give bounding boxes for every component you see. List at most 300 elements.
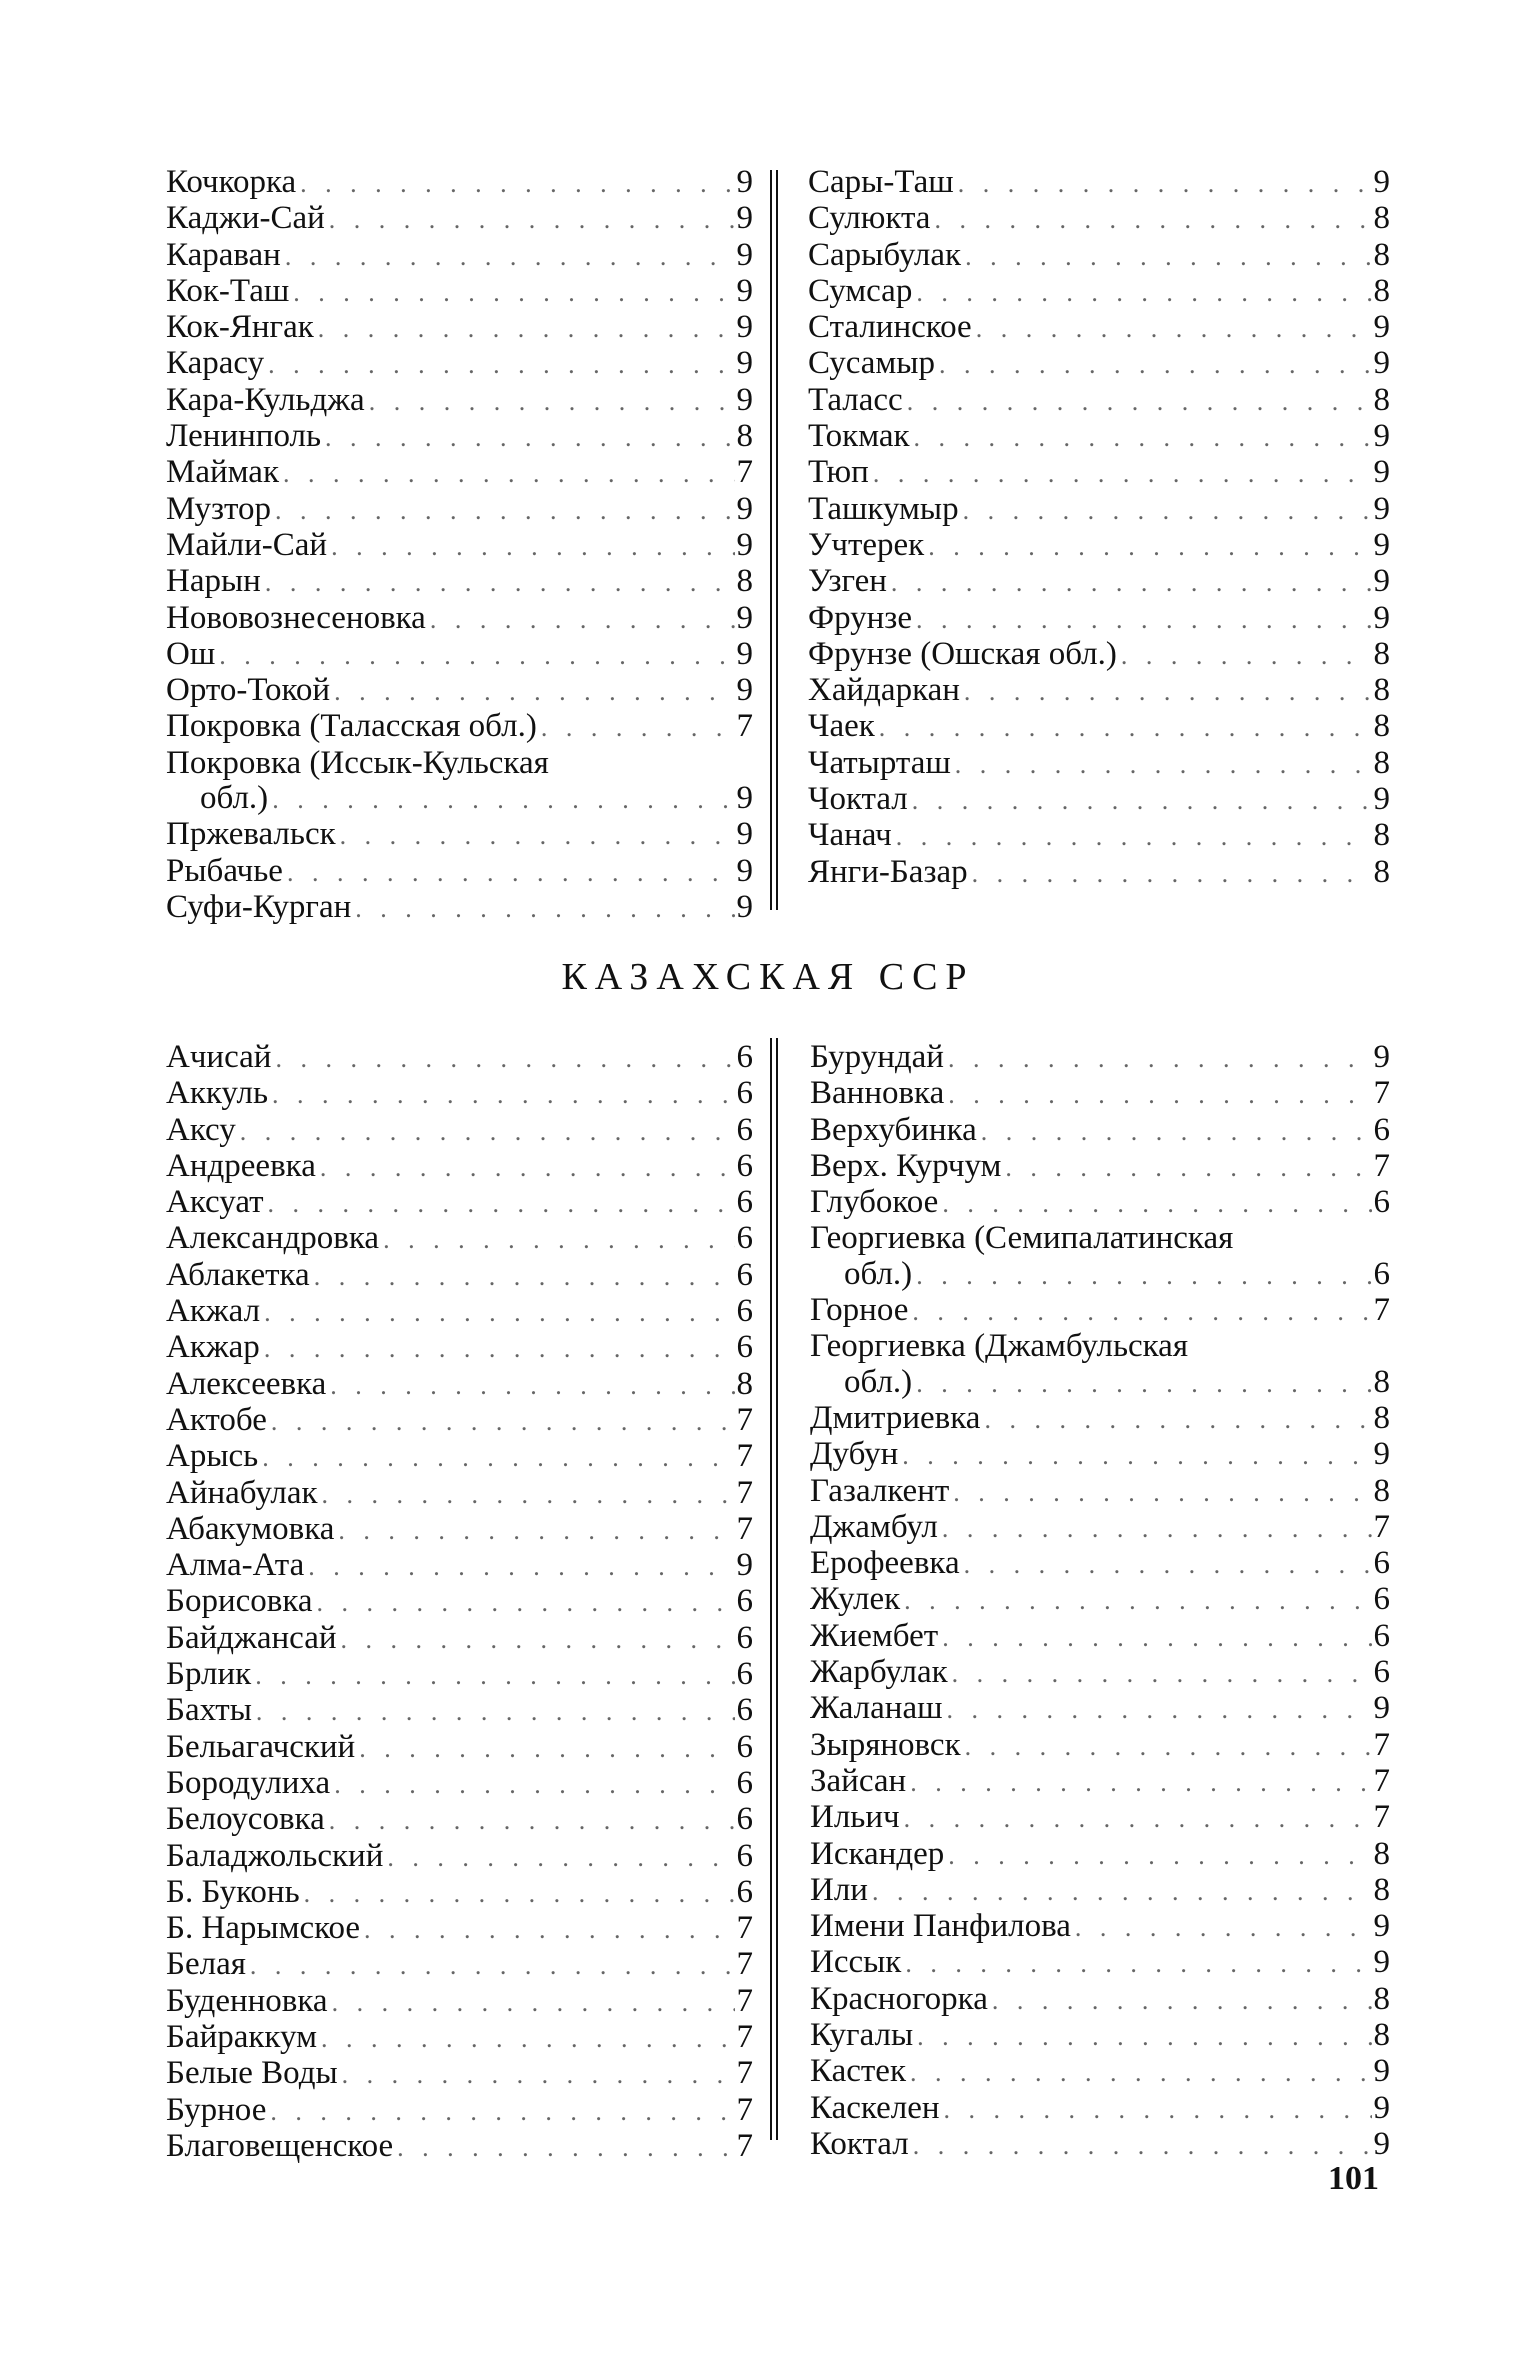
entry-name: Сарыбулак xyxy=(808,236,962,273)
entry-name: Акжар xyxy=(166,1329,260,1366)
entry-name: Рыбачье xyxy=(166,852,283,889)
entry-name: Бурное xyxy=(166,2091,267,2128)
entry-value: 6 xyxy=(736,1329,753,1366)
index-entry xyxy=(808,782,1390,818)
entry-name: Жаланаш xyxy=(810,1690,943,1727)
entry-value: 8 xyxy=(1373,744,1390,781)
index-entry xyxy=(166,310,753,346)
index-entry xyxy=(810,1800,1390,1836)
entry-value: 9 xyxy=(1373,781,1390,818)
index-entry xyxy=(810,1329,1390,1401)
dot-leader xyxy=(960,1547,1372,1582)
entry-value: 6 xyxy=(736,1656,753,1693)
entry-value: 6 xyxy=(1373,1581,1390,1618)
entry-name: Покровка (Таласская обл.) xyxy=(166,708,537,745)
index-entry xyxy=(808,346,1390,382)
entry-name: Актобе xyxy=(166,1401,267,1438)
index-entry xyxy=(166,601,753,637)
entry-name: Имени Панфилова xyxy=(810,1908,1071,1945)
entry-name: Алексеевка xyxy=(166,1365,327,1402)
index-entry xyxy=(810,2018,1390,2054)
index-entry xyxy=(810,1873,1390,1909)
entry-name: Пржевальск xyxy=(166,816,336,853)
entry-name: Хайдаркан xyxy=(808,672,960,709)
dot-leader xyxy=(944,1041,1372,1076)
entry-value: 7 xyxy=(736,454,753,491)
entry-value: 9 xyxy=(736,1547,753,1584)
index-entry xyxy=(166,1512,753,1548)
entry-name: Б. Буконь xyxy=(166,1873,300,1910)
kazakh-right-column xyxy=(810,1040,1390,2163)
index-entry xyxy=(808,455,1390,491)
index-entry xyxy=(166,1657,753,1693)
index-entry xyxy=(810,1040,1390,1076)
index-entry xyxy=(166,1802,753,1838)
dot-leader xyxy=(236,1114,735,1149)
dot-leader xyxy=(938,1186,1372,1221)
dot-leader xyxy=(909,2128,1372,2163)
entry-name: Ильич xyxy=(810,1799,900,1836)
dot-leader xyxy=(260,1295,735,1330)
index-entry xyxy=(166,2129,753,2165)
index-entry xyxy=(166,1476,753,1512)
entry-name: Токмак xyxy=(808,418,910,455)
entry-value: 6 xyxy=(736,1619,753,1656)
dot-leader xyxy=(271,1041,735,1076)
dot-leader xyxy=(968,856,1372,891)
entry-value: 8 xyxy=(736,418,753,455)
dot-leader xyxy=(961,1729,1372,1764)
entry-name: Красногорка xyxy=(810,1980,988,2017)
dot-leader xyxy=(887,565,1372,600)
kazakh-column-divider xyxy=(770,1038,778,2140)
index-entry xyxy=(166,1149,753,1185)
index-entry xyxy=(166,854,753,890)
entry-name: Газалкент xyxy=(810,1472,950,1509)
entry-name: Байраккум xyxy=(166,2019,317,2056)
dot-leader xyxy=(330,674,735,709)
entry-value: 9 xyxy=(736,816,753,853)
entry-value: 7 xyxy=(736,708,753,745)
entry-name: Айнабулак xyxy=(166,1474,318,1511)
dot-leader xyxy=(279,456,735,491)
entry-name: Каджи-Сай xyxy=(166,200,325,237)
dot-leader xyxy=(334,1513,735,1548)
entry-value: 7 xyxy=(736,1401,753,1438)
dot-leader xyxy=(988,1983,1372,2018)
entry-name: Ачисай xyxy=(166,1039,272,1075)
entry-name: Кок-Таш xyxy=(166,272,290,309)
entry-name: Чанач xyxy=(808,817,892,854)
dot-leader xyxy=(908,783,1372,818)
entry-value: 9 xyxy=(736,780,753,817)
index-entry xyxy=(166,1221,753,1257)
index-entry xyxy=(166,165,753,201)
index-entry xyxy=(810,1655,1390,1691)
index-entry xyxy=(166,1258,753,1294)
entry-value: 7 xyxy=(736,2127,753,2164)
dot-leader xyxy=(912,275,1372,310)
entry-value: 6 xyxy=(1373,1654,1390,1691)
entry-value: 9 xyxy=(1373,599,1390,636)
dot-leader xyxy=(875,710,1372,745)
dot-leader xyxy=(252,1694,735,1729)
entry-value: 8 xyxy=(1373,1399,1390,1436)
entry-name: Жиембет xyxy=(810,1617,939,1654)
index-entry xyxy=(810,1221,1390,1293)
dot-leader xyxy=(943,1692,1372,1727)
entry-value: 8 xyxy=(1373,708,1390,745)
entry-name: Верх. Курчум xyxy=(810,1147,1002,1184)
dot-leader xyxy=(327,529,735,564)
entry-value: 9 xyxy=(1373,309,1390,346)
index-entry xyxy=(810,1945,1390,1981)
index-entry xyxy=(810,1474,1390,1510)
entry-name: Аблакетка xyxy=(166,1256,310,1293)
index-entry xyxy=(808,383,1390,419)
index-entry xyxy=(166,1984,753,2020)
index-entry xyxy=(810,1510,1390,1546)
entry-value: 6 xyxy=(736,1583,753,1620)
index-entry xyxy=(166,673,753,709)
dot-leader xyxy=(959,493,1372,528)
entry-value: 6 xyxy=(736,1111,753,1148)
entry-value: 6 xyxy=(736,1039,753,1075)
entry-value: 6 xyxy=(736,1728,753,1765)
entry-value: 7 xyxy=(1373,1508,1390,1545)
dot-leader xyxy=(260,1331,735,1366)
dot-leader xyxy=(360,1912,735,1947)
index-entry xyxy=(166,709,753,745)
index-entry xyxy=(166,1548,753,1584)
dot-leader xyxy=(336,818,735,853)
index-entry xyxy=(166,564,753,600)
index-entry xyxy=(808,564,1390,600)
entry-value: 8 xyxy=(1373,817,1390,854)
index-entry xyxy=(166,1875,753,1911)
dot-leader xyxy=(954,166,1372,201)
entry-name: Иссык xyxy=(810,1944,902,1981)
entry-value: 7 xyxy=(1373,1799,1390,1836)
entry-name: Учтерек xyxy=(808,526,925,563)
entry-value: 6 xyxy=(736,1837,753,1874)
index-entry xyxy=(810,2091,1390,2127)
index-entry xyxy=(808,709,1390,745)
dot-leader xyxy=(325,202,735,237)
entry-name: Белоусовка xyxy=(166,1801,325,1838)
dot-leader xyxy=(289,275,735,310)
dot-leader xyxy=(266,2094,735,2129)
index-entry xyxy=(166,492,753,528)
dot-leader xyxy=(426,602,735,637)
dot-leader xyxy=(901,1946,1372,1981)
section-heading: КАЗАХСКАЯ ССР xyxy=(561,956,975,998)
dot-leader xyxy=(215,638,735,673)
entry-value: 9 xyxy=(1373,454,1390,491)
index-entry xyxy=(808,492,1390,528)
dot-leader xyxy=(906,2055,1372,2090)
index-entry xyxy=(810,1728,1390,1764)
dot-leader xyxy=(330,1767,735,1802)
entry-value: 8 xyxy=(1373,1835,1390,1872)
entry-name: Ванновка xyxy=(810,1075,945,1112)
entry-name: Нарын xyxy=(166,563,261,600)
entry-value: 9 xyxy=(736,599,753,636)
entry-value: 9 xyxy=(736,526,753,563)
entry-value: 9 xyxy=(736,635,753,672)
entry-name: Узген xyxy=(808,563,887,600)
entry-value: 7 xyxy=(736,1438,753,1475)
index-entry xyxy=(808,746,1390,782)
index-entry xyxy=(810,1619,1390,1655)
dot-leader xyxy=(924,529,1372,564)
index-entry xyxy=(166,1947,753,1983)
entry-name: Кара-Кульджа xyxy=(166,381,365,418)
index-entry xyxy=(166,2020,753,2056)
entry-value: 7 xyxy=(736,1946,753,1983)
dot-leader xyxy=(313,1585,735,1620)
entry-value: 8 xyxy=(1373,853,1390,890)
index-entry xyxy=(166,1584,753,1620)
entry-value: 6 xyxy=(736,1075,753,1112)
index-entry xyxy=(808,419,1390,455)
dot-leader xyxy=(283,855,735,890)
dot-leader xyxy=(379,1222,735,1257)
entry-value: 9 xyxy=(1373,1436,1390,1473)
index-entry xyxy=(166,383,753,419)
entry-name: Бельагачский xyxy=(166,1728,356,1765)
dot-leader xyxy=(271,493,735,528)
entry-value: 9 xyxy=(1373,2089,1390,2126)
entry-name: Каскелен xyxy=(810,2089,940,2126)
entry-value: 6 xyxy=(736,1801,753,1838)
entry-name: Б. Нарымское xyxy=(166,1910,361,1947)
entry-name: Фрунзе xyxy=(808,599,912,636)
index-entry xyxy=(166,1113,753,1149)
dot-leader xyxy=(972,311,1372,346)
dot-leader xyxy=(960,674,1372,709)
entry-value: 7 xyxy=(736,2055,753,2092)
entry-name: Нововознесеновка xyxy=(166,599,426,636)
entry-value: 8 xyxy=(1373,200,1390,237)
index-entry xyxy=(166,1693,753,1729)
entry-value: 8 xyxy=(1373,1980,1390,2017)
dot-leader xyxy=(906,1765,1372,1800)
entry-value: 7 xyxy=(1373,1762,1390,1799)
entry-name: Ленинполь xyxy=(166,418,322,455)
entry-name: Благовещенское xyxy=(166,2127,394,2164)
dot-leader xyxy=(296,166,735,201)
entry-name: Брлик xyxy=(166,1656,252,1693)
dot-leader xyxy=(951,747,1372,782)
entry-name: Арысь xyxy=(166,1438,259,1475)
entry-name: Кугалы xyxy=(810,2017,914,2054)
entry-name: Аксу xyxy=(166,1111,236,1148)
entry-value: 9 xyxy=(736,381,753,418)
dot-leader xyxy=(944,1077,1372,1112)
index-entry xyxy=(810,1401,1390,1437)
entry-name: Александровка xyxy=(166,1220,380,1257)
entry-value: 9 xyxy=(1373,563,1390,600)
index-entry xyxy=(808,855,1390,891)
entry-value: 9 xyxy=(1373,1944,1390,1981)
dot-leader xyxy=(261,565,735,600)
dot-leader xyxy=(246,1948,735,1983)
dot-leader xyxy=(268,1077,735,1112)
dot-leader xyxy=(912,1258,1372,1293)
entry-value: 7 xyxy=(1373,1292,1390,1329)
entry-name-continuation: обл.) xyxy=(844,1255,913,1292)
dot-leader xyxy=(913,2019,1372,2054)
index-entry xyxy=(166,817,753,853)
entry-value: 9 xyxy=(736,888,753,925)
entry-name: Чатырташ xyxy=(808,744,951,781)
dot-leader xyxy=(961,239,1372,274)
index-entry xyxy=(166,419,753,455)
entry-name: Акжал xyxy=(166,1293,261,1330)
dot-leader xyxy=(264,1186,735,1221)
entry-value: 6 xyxy=(736,1692,753,1729)
dot-leader xyxy=(264,347,735,382)
entry-value: 9 xyxy=(1373,2125,1390,2162)
kyrgyz-column-divider xyxy=(770,170,778,910)
entry-value: 7 xyxy=(736,2091,753,2128)
dot-leader xyxy=(980,1402,1372,1437)
index-entry xyxy=(166,1185,753,1221)
dot-leader xyxy=(314,311,735,346)
index-entry xyxy=(808,818,1390,854)
index-entry xyxy=(166,1766,753,1802)
index-entry xyxy=(810,1982,1390,2018)
index-entry xyxy=(166,1040,753,1076)
entry-value: 6 xyxy=(1373,1111,1390,1148)
entry-value: 7 xyxy=(736,1474,753,1511)
index-entry xyxy=(808,165,1390,201)
entry-value: 9 xyxy=(736,852,753,889)
dot-leader xyxy=(393,2130,735,2165)
dot-leader xyxy=(892,819,1372,854)
entry-name: Ош xyxy=(166,635,216,672)
dot-leader xyxy=(900,1583,1372,1618)
dot-leader xyxy=(325,1803,735,1838)
entry-name: Музтор xyxy=(166,490,272,527)
entry-value: 8 xyxy=(1373,1472,1390,1509)
entry-name: Сумсар xyxy=(808,272,913,309)
entry-value: 9 xyxy=(736,490,753,527)
index-entry xyxy=(166,1911,753,1947)
dot-leader xyxy=(316,1150,735,1185)
entry-name: Коктал xyxy=(810,2125,909,2162)
index-entry xyxy=(810,1691,1390,1727)
entry-value: 7 xyxy=(1373,1726,1390,1763)
index-entry xyxy=(166,201,753,237)
entry-name: Тюп xyxy=(808,454,869,491)
entry-name: Кастек xyxy=(810,2053,906,2090)
entry-name-continuation: обл.) xyxy=(200,780,269,817)
dot-leader xyxy=(1001,1150,1372,1185)
entry-value: 6 xyxy=(736,1256,753,1293)
dot-leader xyxy=(869,456,1372,491)
index-entry xyxy=(808,274,1390,310)
dot-leader xyxy=(935,347,1372,382)
index-entry xyxy=(810,1149,1390,1185)
entry-value: 6 xyxy=(736,1184,753,1221)
entry-name: Жарбулак xyxy=(810,1654,948,1691)
entry-value: 8 xyxy=(1373,2017,1390,2054)
dot-leader xyxy=(310,1259,735,1294)
index-entry xyxy=(166,2093,753,2129)
entry-value: 6 xyxy=(736,1873,753,1910)
entry-name: Зыряновск xyxy=(810,1726,961,1763)
dot-leader xyxy=(267,1404,735,1439)
dot-leader xyxy=(351,891,735,926)
entry-value: 6 xyxy=(736,1147,753,1184)
entry-name: Чаек xyxy=(808,708,875,745)
entry-name: Таласс xyxy=(808,381,903,418)
index-entry xyxy=(166,1439,753,1475)
entry-name: Фрунзе (Ошская обл.) xyxy=(808,635,1117,672)
entry-name: Георгиевка (Джамбульская xyxy=(810,1328,1189,1365)
index-entry xyxy=(166,1367,753,1403)
entry-value: 7 xyxy=(1373,1075,1390,1112)
entry-name: Караван xyxy=(166,236,281,273)
entry-value: 6 xyxy=(1373,1184,1390,1221)
dot-leader xyxy=(365,384,735,419)
dot-leader xyxy=(908,1294,1372,1329)
entry-name: Байджансай xyxy=(166,1619,337,1656)
entry-name: Сусамыр xyxy=(808,345,935,382)
dot-leader xyxy=(355,1731,735,1766)
entry-value: 9 xyxy=(736,272,753,309)
index-entry xyxy=(166,455,753,491)
kazakh-left-column xyxy=(166,1040,753,2165)
index-entry xyxy=(166,1403,753,1439)
entry-value: 6 xyxy=(736,1764,753,1801)
entry-value: 9 xyxy=(1373,490,1390,527)
dot-leader xyxy=(940,2092,1372,2127)
index-entry xyxy=(808,238,1390,274)
entry-name: Абакумовка xyxy=(166,1510,335,1547)
index-entry xyxy=(810,1546,1390,1582)
entry-name-continuation: обл.) xyxy=(844,1363,913,1400)
entry-value: 8 xyxy=(1373,272,1390,309)
entry-value: 8 xyxy=(1373,1871,1390,1908)
entry-value: 7 xyxy=(736,1510,753,1547)
entry-value: 9 xyxy=(1373,1908,1390,1945)
entry-value: 6 xyxy=(736,1293,753,1330)
entry-value: 9 xyxy=(1373,1039,1390,1075)
entry-name: Орто-Токой xyxy=(166,672,331,709)
entry-name: Баладжольский xyxy=(166,1837,384,1874)
index-entry xyxy=(166,1330,753,1366)
entry-name: Горное xyxy=(810,1292,909,1329)
dot-leader xyxy=(912,602,1372,637)
dot-leader xyxy=(268,782,735,817)
entry-name: Алма-Ата xyxy=(166,1547,305,1584)
entry-value: 7 xyxy=(1373,1147,1390,1184)
dot-leader xyxy=(930,202,1372,237)
entry-value: 6 xyxy=(1373,1255,1390,1292)
index-entry xyxy=(810,1113,1390,1149)
entry-name: Аккуль xyxy=(166,1075,268,1112)
dot-leader xyxy=(258,1440,735,1475)
dot-leader xyxy=(318,1477,735,1512)
entry-name: Бородулиха xyxy=(166,1764,331,1801)
entry-value: 9 xyxy=(736,236,753,273)
dot-leader xyxy=(910,420,1372,455)
index-entry xyxy=(808,601,1390,637)
entry-value: 9 xyxy=(1373,164,1390,200)
